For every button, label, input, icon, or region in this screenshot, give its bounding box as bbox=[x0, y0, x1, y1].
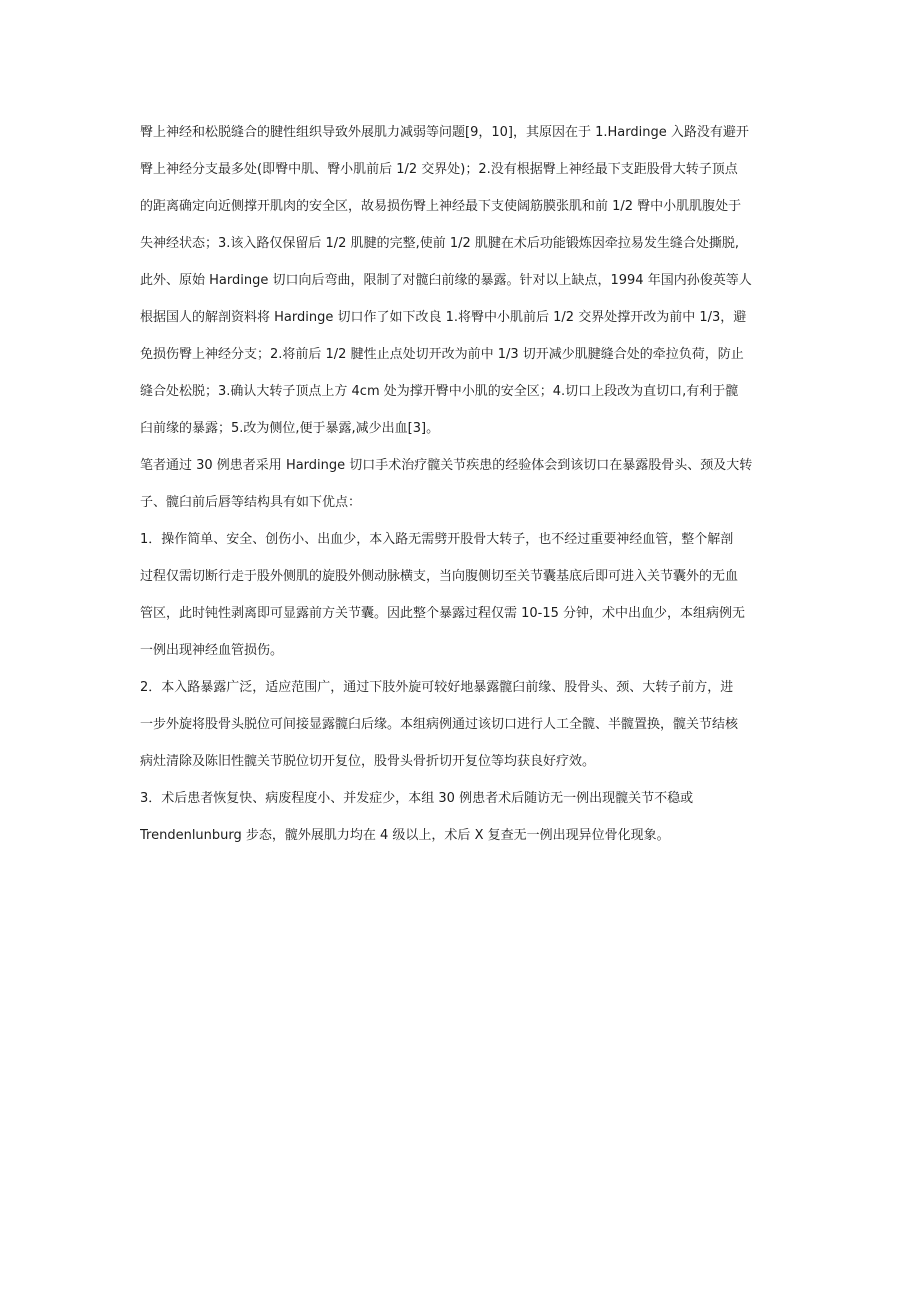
text-line: 的距离确定向近侧撑开肌肉的安全区，故易损伤臀上神经最下支使阔筋膜张肌和前 1/2 臀中小肌肌腹处于 bbox=[140, 199, 742, 214]
text-line: 臼前缘的暴露；5.改为侧位,便于暴露,减少出血[3]。 bbox=[140, 421, 440, 436]
text-line: 一例出现神经血管损伤。 bbox=[140, 643, 284, 658]
document-body bbox=[140, 118, 785, 858]
paragraph-intro bbox=[140, 118, 785, 451]
text-line: 子、髋臼前后唇等结构具有如下优点： bbox=[140, 495, 362, 510]
text-line: 过程仅需切断行走于股外侧肌的旋股外侧动脉横支，当向腹侧切至关节囊基底后即可进入关节囊外的无血 bbox=[140, 569, 739, 584]
text-line: 2．本入路暴露广泛，适应范围广，通过下肢外旋可较好地暴露髋臼前缘、股骨头、颈、大转子前方，进 bbox=[140, 680, 734, 695]
text-line: 病灶清除及陈旧性髋关节脱位切开复位，股骨头骨折切开复位等均获良好疗效。 bbox=[140, 754, 596, 769]
text-line: 一步外旋将股骨头脱位可间接显露髋臼后缘。本组病例通过该切口进行人工全髋、半髋置换，髋关节结核 bbox=[140, 717, 739, 732]
text-line: 笔者通过 30 例患者采用 Hardinge 切口手术治疗髋关节疾患的经验体会到该切口在暴露股骨头、颈及大转 bbox=[140, 458, 753, 473]
text-line: 臀上神经和松脱缝合的腱性组织导致外展肌力减弱等问题[9，10]，其原因在于 1.Hardinge 入路没有避开 bbox=[140, 125, 749, 140]
text-line: 缝合处松脱；3.确认大转子顶点上方 4cm 处为撑开臀中小肌的安全区；4.切口上段改为直切口,有利于髋 bbox=[140, 384, 739, 399]
paragraph-advantage-3 bbox=[140, 784, 785, 858]
text-line: Trendenlunburg 步态，髋外展肌力均在 4 级以上，术后 X 复查无一例出现异位骨化现象。 bbox=[140, 828, 670, 843]
paragraph-author-experience bbox=[140, 451, 785, 525]
text-line: 1．操作简单、安全、创伤小、出血少，本入路无需劈开股骨大转子，也不经过重要神经血管，整个解剖 bbox=[140, 532, 734, 547]
text-line: 根据国人的解剖资料将 Hardinge 切口作了如下改良 1.将臀中小肌前后 1/2 交界处撑开改为前中 1/3，避 bbox=[140, 310, 747, 325]
text-line: 3．术后患者恢复快、病废程度小、并发症少，本组 30 例患者术后随访无一例出现髋关节不稳或 bbox=[140, 791, 694, 806]
text-line: 臀上神经分支最多处(即臀中肌、臀小肌前后 1/2 交界处)；2.没有根据臀上神经最下支距股骨大转子顶点 bbox=[140, 162, 738, 177]
text-line: 此外、原始 Hardinge 切口向后弯曲，限制了对髋臼前缘的暴露。针对以上缺点，1994 年国内孙俊英等人 bbox=[140, 273, 752, 288]
text-line: 免损伤臀上神经分支；2.将前后 1/2 腱性止点处切开改为前中 1/3 切开减少肌腱缝合处的牵拉负荷，防止 bbox=[140, 347, 744, 362]
text-line: 管区，此时钝性剥离即可显露前方关节囊。因此整个暴露过程仅需 10-15 分钟，术中出血少，本组病例无 bbox=[140, 606, 746, 621]
paragraph-advantage-1 bbox=[140, 525, 785, 673]
paragraph-advantage-2 bbox=[140, 673, 785, 784]
text-line: 失神经状态；3.该入路仅保留后 1/2 肌腱的完整,使前 1/2 肌腱在术后功能锻炼因牵拉易发生缝合处撕脱, bbox=[140, 236, 740, 251]
